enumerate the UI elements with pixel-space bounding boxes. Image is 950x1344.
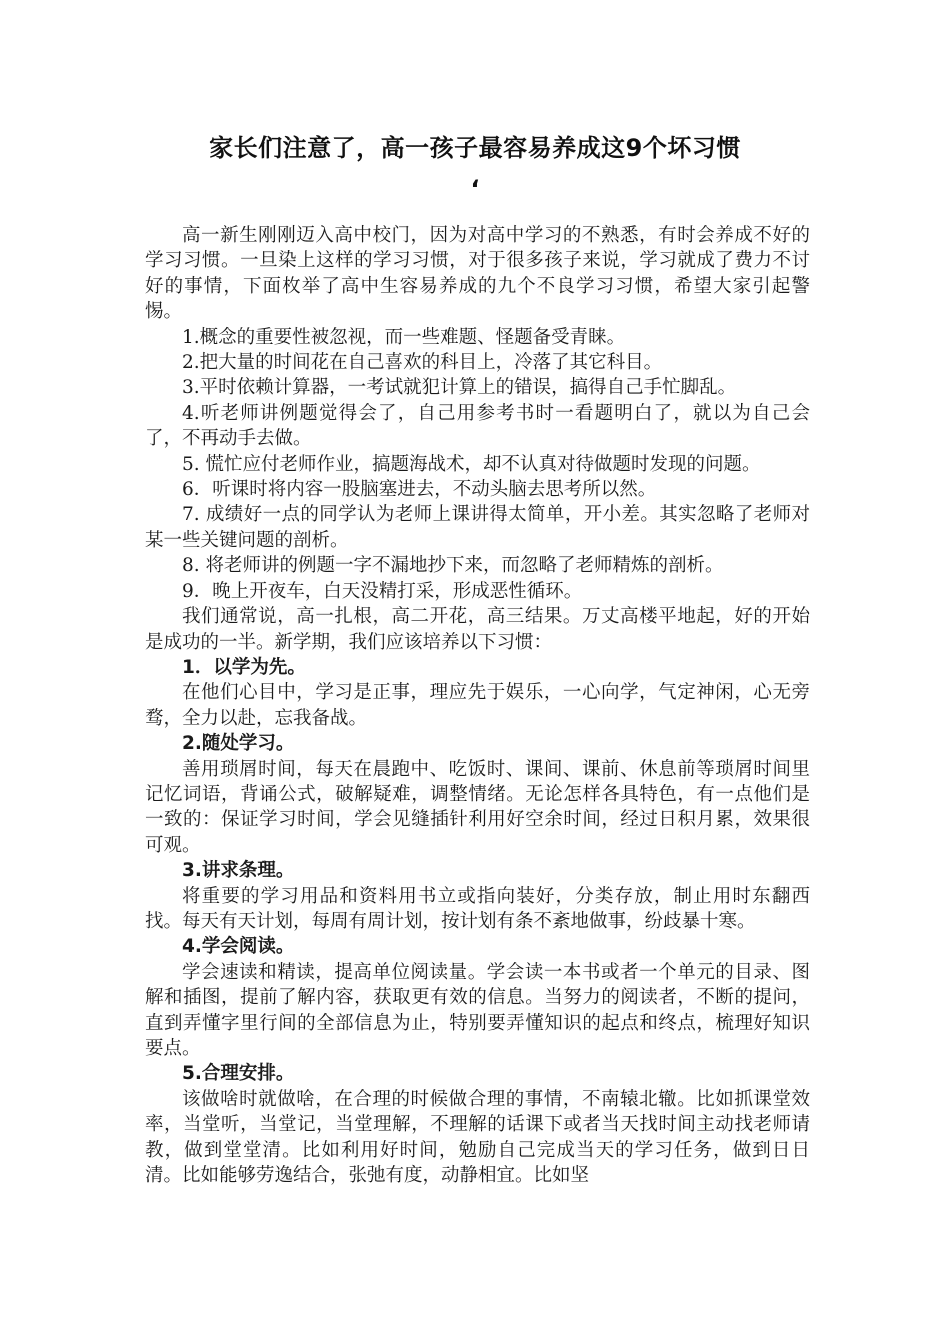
document-title: 家长们注意了，高一孩子最容易养成这9个坏习惯: [209, 134, 741, 162]
body-paragraph: 8. 将老师讲的例题一字不漏地抄下来，而忽略了老师精炼的剖析。: [182, 555, 724, 577]
body-paragraph: 3.平时依赖计算器，一考试就犯计算上的错误，搞得自己手忙脚乱。: [182, 377, 737, 399]
body-paragraph: 在他们心目中，学习是正事，理应先于娱乐，一心向学，气定神闲，心无旁骛，全力以赴，忘我备战。: [145, 682, 810, 729]
body-paragraph: 2.把大量的时间花在自己喜欢的科目上，冷落了其它科目。: [182, 352, 663, 374]
document-body: [145, 223, 810, 1188]
section-heading: 2.随处学习。: [182, 733, 295, 755]
body-paragraph: 善用琐屑时间，每天在晨跑中、吃饭时、课间、课前、休息前等琐屑时间里记忆词语，背诵公式，破解疑难，调整情绪。无论怎样各具特色，有一点他们是一致的：保证学习时间，学会见缝插针利用好空余时间，经过日积月累，效果很可观。: [145, 758, 810, 856]
body-paragraph: 1.概念的重要性被忽视，而一些难题、怪题备受青睐。: [182, 326, 626, 348]
body-paragraph: 将重要的学习用品和资料用书立或指向装好，分类存放，制止用时东翻西找。每天有天计划，每周有周计划，按计划有条不紊地做事，纷歧暴十寒。: [145, 885, 810, 932]
section-heading: 3.讲求条理。: [182, 860, 295, 882]
body-paragraph: 5. 慌忙应付老师作业，搞题海战术，却不认真对待做题时发现的问题。: [182, 453, 761, 475]
title-stray-mark: ‘: [470, 175, 480, 203]
body-paragraph: 该做啥时就做啥，在合理的时候做合理的事情，不南辕北辙。比如抓课堂效率，当堂听，当堂记，当堂理解，不理解的话课下或者当天找时间主动找老师请教，做到堂堂清。比如利用好时间，勉励自己完成当天的学习任务，做到日日清。比如能够劳逸结合，张弛有度，动静相宜。比如坚: [145, 1088, 810, 1187]
body-paragraph: 6．听课时将内容一股脑塞进去，不动头脑去思考所以然。: [182, 479, 657, 501]
section-heading: 4.学会阅读。: [182, 936, 295, 958]
section-heading: 1．以学为先。: [182, 656, 306, 678]
body-paragraph: 我们通常说，高一扎根，高二开花，高三结果。万丈高楼平地起，好的开始是成功的一半。新学期，我们应该培养以下习惯：: [145, 606, 810, 653]
body-paragraph: 高一新生刚刚迈入高中校门，因为对高中学习的不熟悉，有时会养成不好的学习习惯。一旦染上这样的学习习惯，对于很多孩子来说，学习就成了费力不讨好的事情，下面枚举了高中生容易养成的九个不良学习习惯，希望大家引起警惕。: [145, 225, 810, 323]
section-heading: 5.合理安排。: [182, 1063, 295, 1085]
body-paragraph: 9．晚上开夜车，白天没精打采，形成恶性循环。: [182, 580, 583, 602]
body-paragraph: 7. 成绩好一点的同学认为老师上课讲得太简单，开小差。其实忽略了老师对某一些关键问题的剖析。: [145, 504, 810, 551]
body-paragraph: 4.听老师讲例题觉得会了，自己用参考书时一看题明白了，就以为自己会了，不再动手去做。: [145, 402, 810, 450]
body-paragraph: 学会速读和精读，提高单位阅读量。学会读一本书或者一个单元的目录、图解和插图，提前了解内容，获取更有效的信息。当努力的阅读者，不断的提问，直到弄懂字里行间的全部信息为止，特别要弄懂知识的起点和终点，梳理好知识要点。: [145, 961, 810, 1059]
